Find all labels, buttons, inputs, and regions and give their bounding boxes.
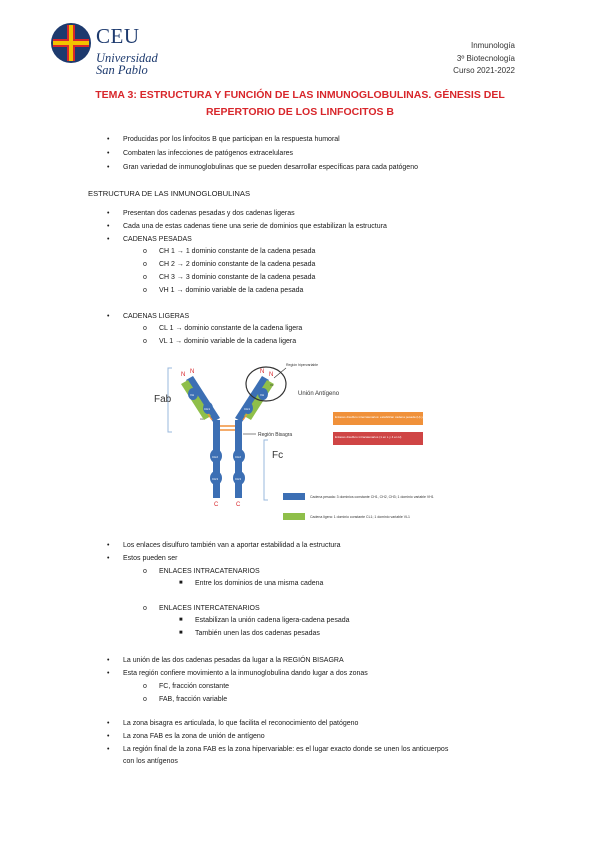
circle-bullet-icon: o [143, 274, 147, 281]
domain-label-ch2: CH2 [235, 455, 242, 459]
antibody-diagram [148, 360, 478, 530]
circle-bullet-icon: o [143, 338, 147, 345]
list-item: Gran variedad de inmunoglobulinas que se pueden desarrollar específicas para cada patógeno [123, 164, 418, 171]
list-item: CADENAS LIGERAS [123, 313, 190, 320]
sub-list-item: CH 1 → 1 dominio constante de la cadena pesada [159, 248, 316, 255]
logo-sub-text-1: Universidad [96, 51, 158, 65]
bullet-icon: • [107, 210, 110, 217]
header-year: Curso 2021-2022 [453, 66, 515, 75]
header-course: 3º Biotecnología [456, 53, 515, 63]
bullet-icon: • [107, 136, 110, 143]
domain-label-vl: VL [270, 383, 274, 387]
n-terminal-label: N [190, 369, 195, 375]
sub-list-item: CH 3 → 3 dominio constante de la cadena pesada [159, 274, 316, 281]
legend-orange-text: Enlaces disulfuro intercatenarios: estabilizan cadena pesada (H) y ligera (L) [335, 415, 436, 419]
section-heading: ESTRUCTURA DE LAS INMUNOGLOBULINAS [88, 189, 251, 198]
logo-main-text: CEU [96, 24, 140, 48]
list-item: La región final de la zona FAB es la zona hipervariable: es el lugar exacto donde se unen los anticuerpos [123, 746, 449, 753]
fc-label: Fc [272, 450, 284, 461]
list-item: Los enlaces disulfuro también van a aportar estabilidad a la estructura [123, 542, 341, 549]
circle-bullet-icon: o [143, 605, 147, 612]
bullet-icon: • [107, 746, 110, 753]
list-item-continuation: con los antígenos [123, 758, 178, 765]
c-terminal-label: C [214, 502, 219, 508]
circle-bullet-icon: o [143, 261, 147, 268]
ceu-emblem-icon [50, 22, 92, 64]
sub-list-item: FC, fracción constante [159, 683, 230, 690]
bullet-icon: • [107, 542, 110, 549]
sub-list-item: FAB, fracción variable [159, 696, 228, 703]
fab-label: Fab [154, 394, 172, 405]
bullet-icon: • [107, 733, 110, 740]
bullet-icon: • [107, 657, 110, 664]
square-bullet-icon: ■ [179, 580, 183, 586]
bullet-icon: • [107, 720, 110, 727]
bullet-icon: • [107, 313, 110, 320]
square-bullet-icon: ■ [179, 630, 183, 636]
circle-bullet-icon: o [143, 287, 147, 294]
n-terminal-label: N [269, 372, 274, 378]
domain-label-ch1: CH1 [244, 407, 251, 411]
list-item: Presentan dos cadenas pesadas y dos cadenas ligeras [123, 210, 295, 217]
square-bullet-icon: ■ [179, 617, 183, 623]
list-item: La zona FAB es la zona de unión de antígeno [123, 733, 265, 740]
bullet-icon: • [107, 223, 110, 230]
logo-sub-text-2: San Pablo [96, 63, 148, 77]
domain-label-cl: CL [200, 417, 204, 421]
sub-sub-list-item: Entre los dominios de una misma cadena [195, 580, 324, 587]
domain-label-vh: VH [190, 393, 195, 397]
domain-label-ch3: CH3 [235, 477, 242, 481]
university-logo [50, 22, 92, 64]
legend-green-text: Cadena ligera: 1 dominio constante CL1; 1 dominio variable VL1 [310, 515, 411, 519]
circle-bullet-icon: o [143, 568, 147, 575]
circle-bullet-icon: o [143, 696, 147, 703]
title-line-1: TEMA 3: ESTRUCTURA Y FUNCIÓN DE LAS INMUNOGLOBULINAS. GÉNESIS DEL [95, 89, 505, 101]
sub-list-item: CH 2 → 2 dominio constante de la cadena pesada [159, 261, 316, 268]
sub-sub-list-item: Estabilizan la unión cadena ligera-cadena pesada [195, 617, 350, 624]
n-terminal-label: N [181, 372, 186, 378]
hypervariable-label: Región hipervariable [286, 363, 319, 367]
domain-label-ch2: CH2 [212, 455, 219, 459]
antibody-figure [148, 360, 478, 530]
circle-bullet-icon: o [143, 248, 147, 255]
bullet-icon: • [107, 164, 110, 171]
bullet-icon: • [107, 670, 110, 677]
legend-green-swatch [283, 513, 305, 520]
bullet-icon: • [107, 236, 110, 243]
antigen-label: Unión Antígeno [298, 391, 340, 397]
title-line-2: REPERTORIO DE LOS LINFOCITOS B [205, 106, 395, 118]
list-item: La zona bisagra es articulada, lo que facilita el reconocimiento del patógeno [123, 720, 359, 727]
list-item: Esta región confiere movimiento a la inmunoglobulina dando lugar a dos zonas [123, 670, 368, 677]
list-item: Cada una de estas cadenas tiene una serie de dominios que estabilizan la estructura [123, 223, 387, 230]
domain-label-ch3: CH3 [212, 477, 219, 481]
sub-list-item: ENLACES INTERCATENARIOS [159, 605, 260, 612]
c-terminal-label: C [236, 502, 241, 508]
sub-list-item: VH 1 → dominio variable de la cadena pesada [159, 287, 304, 294]
sub-list-item: ENLACES INTRACATENARIOS [159, 568, 260, 575]
domain-label-ch1: CH1 [204, 407, 211, 411]
circle-bullet-icon: o [143, 683, 147, 690]
domain-label-vh: VH [260, 393, 265, 397]
bullet-icon: • [107, 150, 110, 157]
legend-red-text: Enlaces disulfuro intracatenarios (1 en L y 4 en H) [335, 435, 402, 439]
legend-blue-text: Cadena pesada: 3 dominios constante CH1, CH2, CH3; 1 dominio variable VH1 [310, 495, 434, 499]
sub-sub-list-item: También unen las dos cadenas pesadas [195, 630, 320, 637]
list-item: Producidas por los linfocitos B que participan en la respuesta humoral [123, 136, 340, 143]
header-info [453, 40, 515, 78]
sub-list-item: VL 1 → dominio variable de la cadena ligera [159, 338, 297, 345]
list-item: CADENAS PESADAS [123, 236, 192, 243]
header-subject: Inmunología [470, 41, 515, 50]
n-terminal-label: N [260, 369, 265, 375]
circle-bullet-icon: o [143, 325, 147, 332]
list-item: La unión de las dos cadenas pesadas da lugar a la REGIÓN BISAGRA [123, 657, 344, 664]
list-item: Combaten las infecciones de patógenos extracelulares [123, 150, 294, 157]
list-item: Estos pueden ser [123, 555, 178, 562]
page-title [60, 87, 540, 121]
hinge-label: Región Bisagra [258, 432, 293, 438]
bullet-icon: • [107, 555, 110, 562]
sub-list-item: CL 1 → dominio constante de la cadena ligera [159, 325, 303, 332]
legend-blue-swatch [283, 493, 305, 500]
